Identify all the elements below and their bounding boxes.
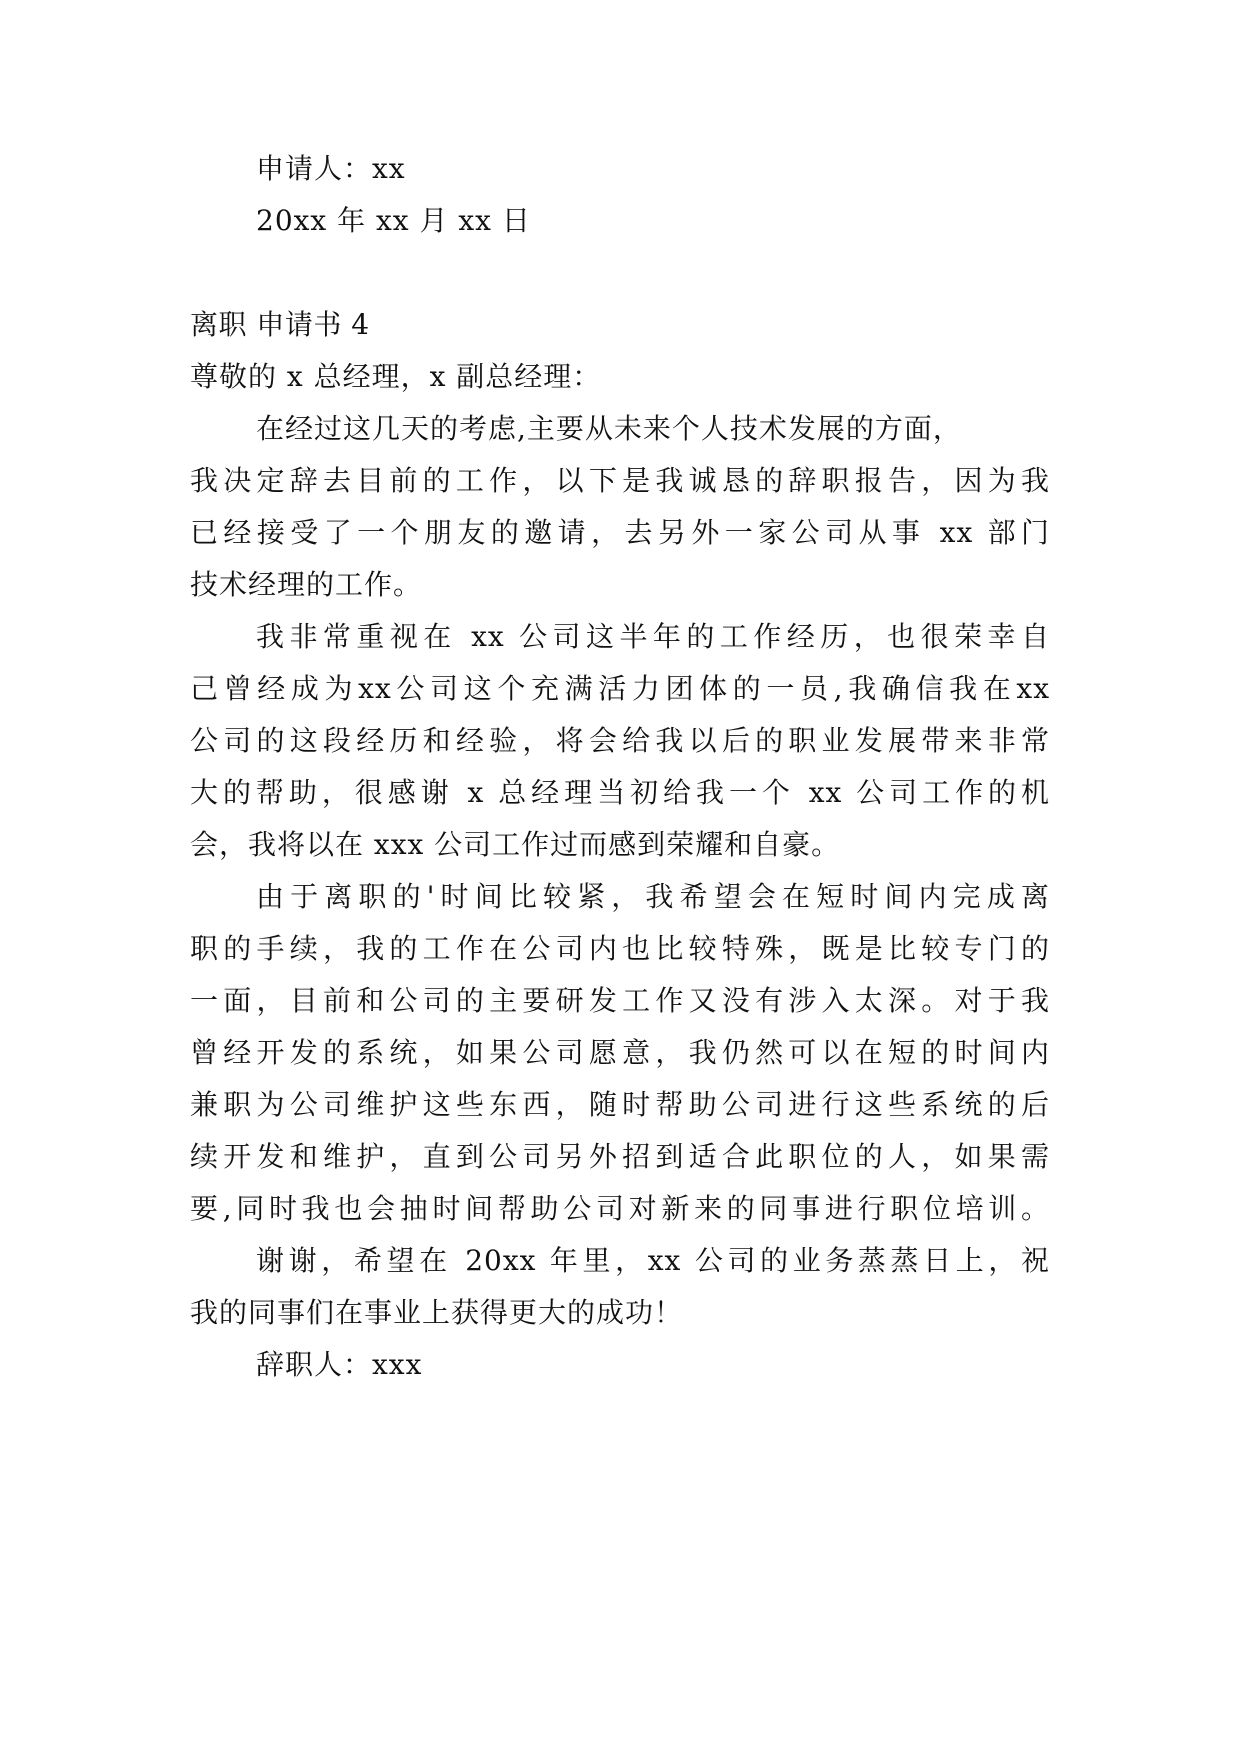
paragraph-3-line-6: 续开发和维护，直到公司另外招到适合此职位的人，如果需 [190, 1140, 1050, 1173]
paragraph-1-line-4: 技术经理的工作。 [190, 568, 423, 601]
paragraph-1-line-3: 已经接受了一个朋友的邀请，去另外一家公司从事 xx 部门 [190, 516, 1050, 549]
paragraph-1-line-1: 在经过这几天的考虑,主要从未来个人技术发展的方面， [256, 412, 962, 445]
prev-date-line: 20xx 年 xx 月 xx 日 [256, 204, 531, 237]
paragraph-4-line-2: 我的同事们在事业上获得更大的成功！ [190, 1296, 684, 1329]
paragraph-3-line-1: 由于离职的'时间比较紧，我希望会在短时间内完成离 [256, 880, 1050, 913]
letter-title: 离职 申请书 4 [190, 308, 370, 341]
paragraph-2-line-3: 公司的这段经历和经验，将会给我以后的职业发展带来非常 [190, 724, 1050, 757]
paragraph-3-line-7: 要,同时我也会抽时间帮助公司对新来的同事进行职位培训。 [190, 1192, 1050, 1225]
paragraph-2-line-2: 己曾经成为xx公司这个充满活力团体的一员,我确信我在xx [190, 672, 1050, 705]
letter-salutation: 尊敬的 x 总经理，x 副总经理： [190, 360, 602, 393]
paragraph-2-line-4: 大的帮助，很感谢 x 总经理当初给我一个 xx 公司工作的机 [190, 776, 1050, 809]
prev-applicant-line: 申请人：xx [256, 152, 406, 185]
signer-line: 辞职人：xxx [256, 1348, 423, 1381]
paragraph-3-line-2: 职的手续，我的工作在公司内也比较特殊，既是比较专门的 [190, 932, 1050, 965]
paragraph-2-line-1: 我非常重视在 xx 公司这半年的工作经历，也很荣幸自 [256, 620, 1050, 653]
paragraph-3-line-4: 曾经开发的系统，如果公司愿意，我仍然可以在短的时间内 [190, 1036, 1050, 1069]
paragraph-2-line-5: 会，我将以在 xxx 公司工作过而感到荣耀和自豪。 [190, 828, 841, 861]
paragraph-4-line-1: 谢谢，希望在 20xx 年里，xx 公司的业务蒸蒸日上，祝 [256, 1244, 1050, 1277]
paragraph-3-line-5: 兼职为公司维护这些东西，随时帮助公司进行这些系统的后 [190, 1088, 1050, 1121]
paragraph-1-line-2: 我决定辞去目前的工作，以下是我诚恳的辞职报告，因为我 [190, 464, 1050, 497]
paragraph-3-line-3: 一面，目前和公司的主要研发工作又没有涉入太深。对于我 [190, 984, 1050, 1017]
